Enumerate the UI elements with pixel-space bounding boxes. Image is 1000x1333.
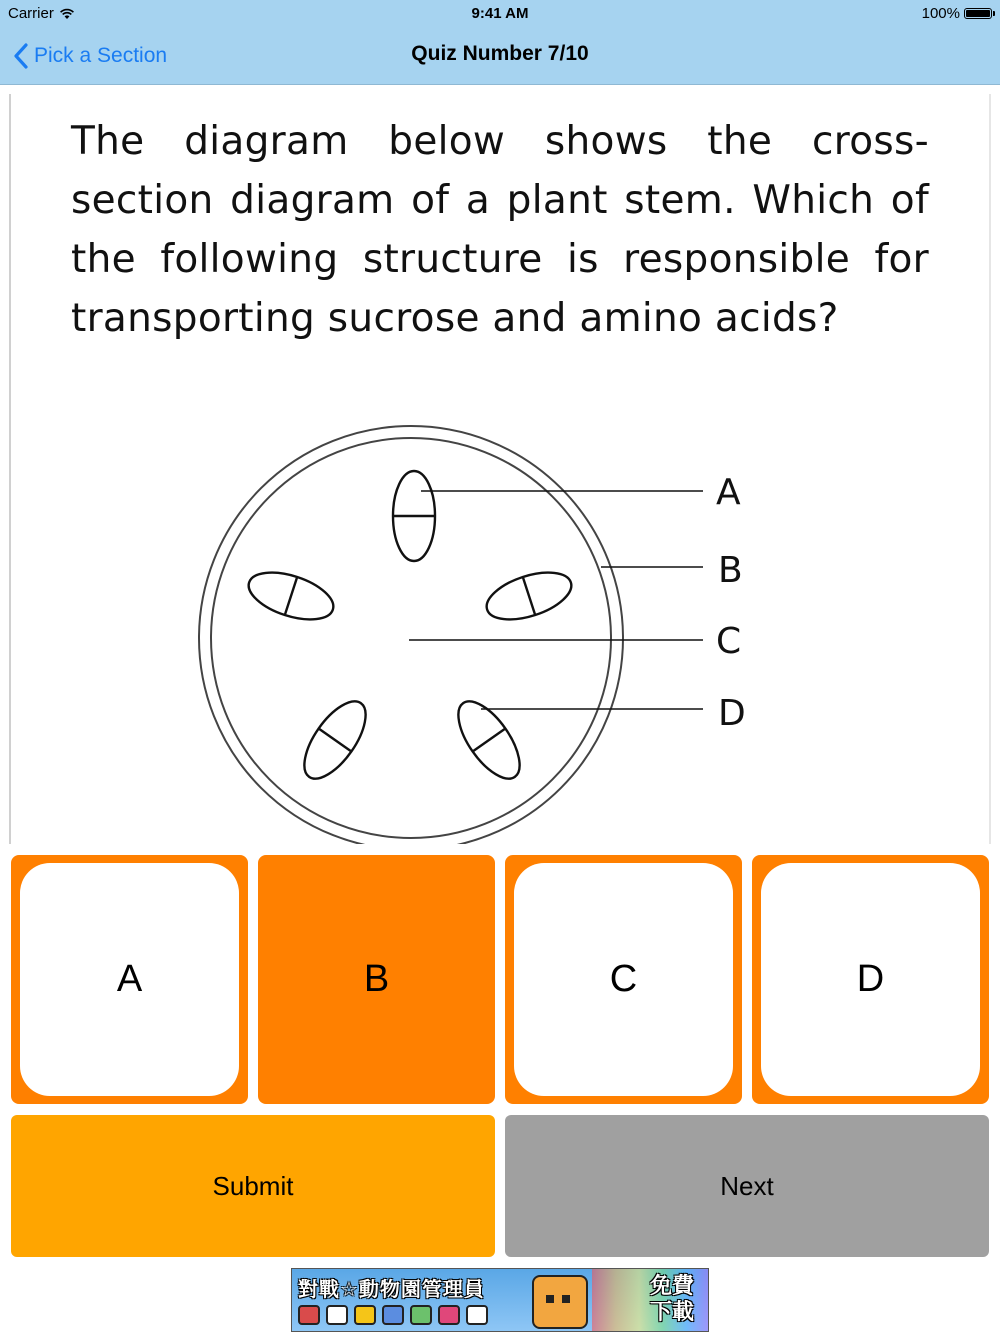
diagram-label-d: D bbox=[718, 693, 746, 734]
vascular-bundle-bottom-left bbox=[293, 692, 377, 789]
option-b-button[interactable] bbox=[258, 855, 495, 1104]
vascular-bundle-left bbox=[243, 563, 339, 628]
ad-icon bbox=[326, 1305, 348, 1325]
next-button[interactable]: Next bbox=[505, 1115, 989, 1257]
page-title: Quiz Number 7/10 bbox=[411, 42, 589, 65]
battery-indicator bbox=[922, 5, 992, 22]
option-a-button[interactable] bbox=[11, 855, 248, 1104]
ad-title: 對戰☆動物園管理員 bbox=[298, 1279, 485, 1301]
status-time: 9:41 AM bbox=[471, 5, 529, 22]
ad-icon-row bbox=[298, 1305, 488, 1325]
ad-icon bbox=[410, 1305, 432, 1325]
vascular-bundle-right bbox=[481, 563, 577, 628]
diagram-label-a: A bbox=[716, 472, 741, 513]
status-bar bbox=[0, 0, 1000, 28]
ad-banner[interactable] bbox=[291, 1268, 709, 1332]
ad-icon bbox=[382, 1305, 404, 1325]
option-c-button[interactable] bbox=[505, 855, 742, 1104]
option-c-label: C bbox=[514, 863, 733, 1096]
back-button-label: Pick a Section bbox=[34, 44, 168, 67]
ad-mascot-icon bbox=[532, 1275, 588, 1329]
option-a-label: A bbox=[20, 863, 239, 1096]
option-b-label: B bbox=[267, 863, 486, 1096]
ad-icon bbox=[466, 1305, 488, 1325]
diagram-label-c: C bbox=[716, 621, 742, 662]
ad-icon bbox=[438, 1305, 460, 1325]
battery-percentage: 100% bbox=[921, 5, 960, 22]
battery-icon bbox=[964, 8, 992, 19]
plant-stem-diagram bbox=[11, 94, 989, 844]
ad-download-label: 免費下載 bbox=[649, 1273, 694, 1324]
submit-button[interactable]: Submit bbox=[11, 1115, 495, 1257]
question-text: The diagram below shows the cross-section diagram of a plant stem. Which of the following structure is responsible for transporting sucrose and amino acids? bbox=[71, 119, 929, 341]
ad-icon bbox=[354, 1305, 376, 1325]
vascular-bundle-bottom-right bbox=[447, 692, 531, 789]
navigation-bar bbox=[0, 28, 1000, 85]
option-d-button[interactable] bbox=[752, 855, 989, 1104]
question-panel bbox=[9, 94, 991, 844]
vascular-bundle-top bbox=[393, 471, 435, 561]
ad-icon bbox=[298, 1305, 320, 1325]
option-d-label: D bbox=[761, 863, 980, 1096]
carrier-label: Carrier bbox=[8, 5, 54, 22]
diagram-label-b: B bbox=[718, 550, 743, 591]
